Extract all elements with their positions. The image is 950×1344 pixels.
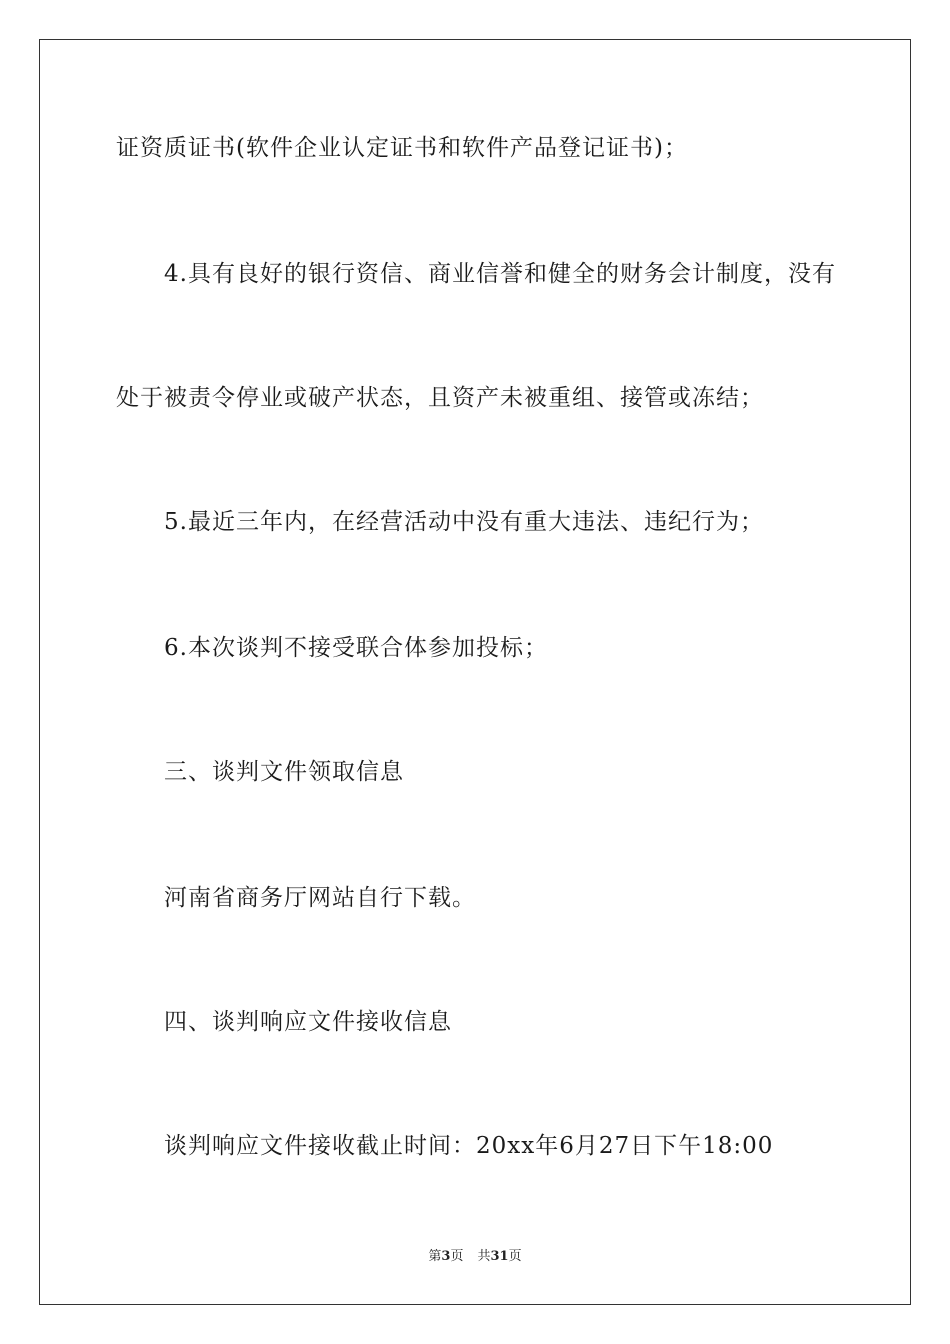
body-text-line: 谈判响应文件接收截止时间：20xx年6月27日下午18:00 xyxy=(164,1133,774,1159)
total-pages-number: 31 xyxy=(490,1249,509,1264)
body-text-line: 河南省商务厅网站自行下载。 xyxy=(164,885,476,911)
section-heading: 四、谈判响应文件接收信息 xyxy=(164,1009,452,1035)
body-text-line: 5.最近三年内，在经营活动中没有重大违法、违纪行为； xyxy=(164,509,764,535)
body-text-line: 4.具有良好的银行资信、商业信誉和健全的财务会计制度，没有 xyxy=(164,261,836,287)
body-text-line: 证资质证书(软件企业认定证书和软件产品登记证书)； xyxy=(116,135,688,161)
section-heading: 三、谈判文件领取信息 xyxy=(164,759,404,785)
body-text-line: 6.本次谈判不接受联合体参加投标； xyxy=(164,635,548,661)
total-suffix: 页 xyxy=(508,1249,522,1264)
page-border xyxy=(39,39,911,1305)
body-text-line: 处于被责令停业或破产状态，且资产未被重组、接管或冻结； xyxy=(116,385,764,411)
page-footer xyxy=(0,1248,950,1266)
current-page-number: 3 xyxy=(441,1249,451,1264)
page-suffix: 页 xyxy=(450,1249,464,1264)
total-prefix: 共 xyxy=(477,1249,491,1264)
page-prefix: 第 xyxy=(428,1249,442,1264)
